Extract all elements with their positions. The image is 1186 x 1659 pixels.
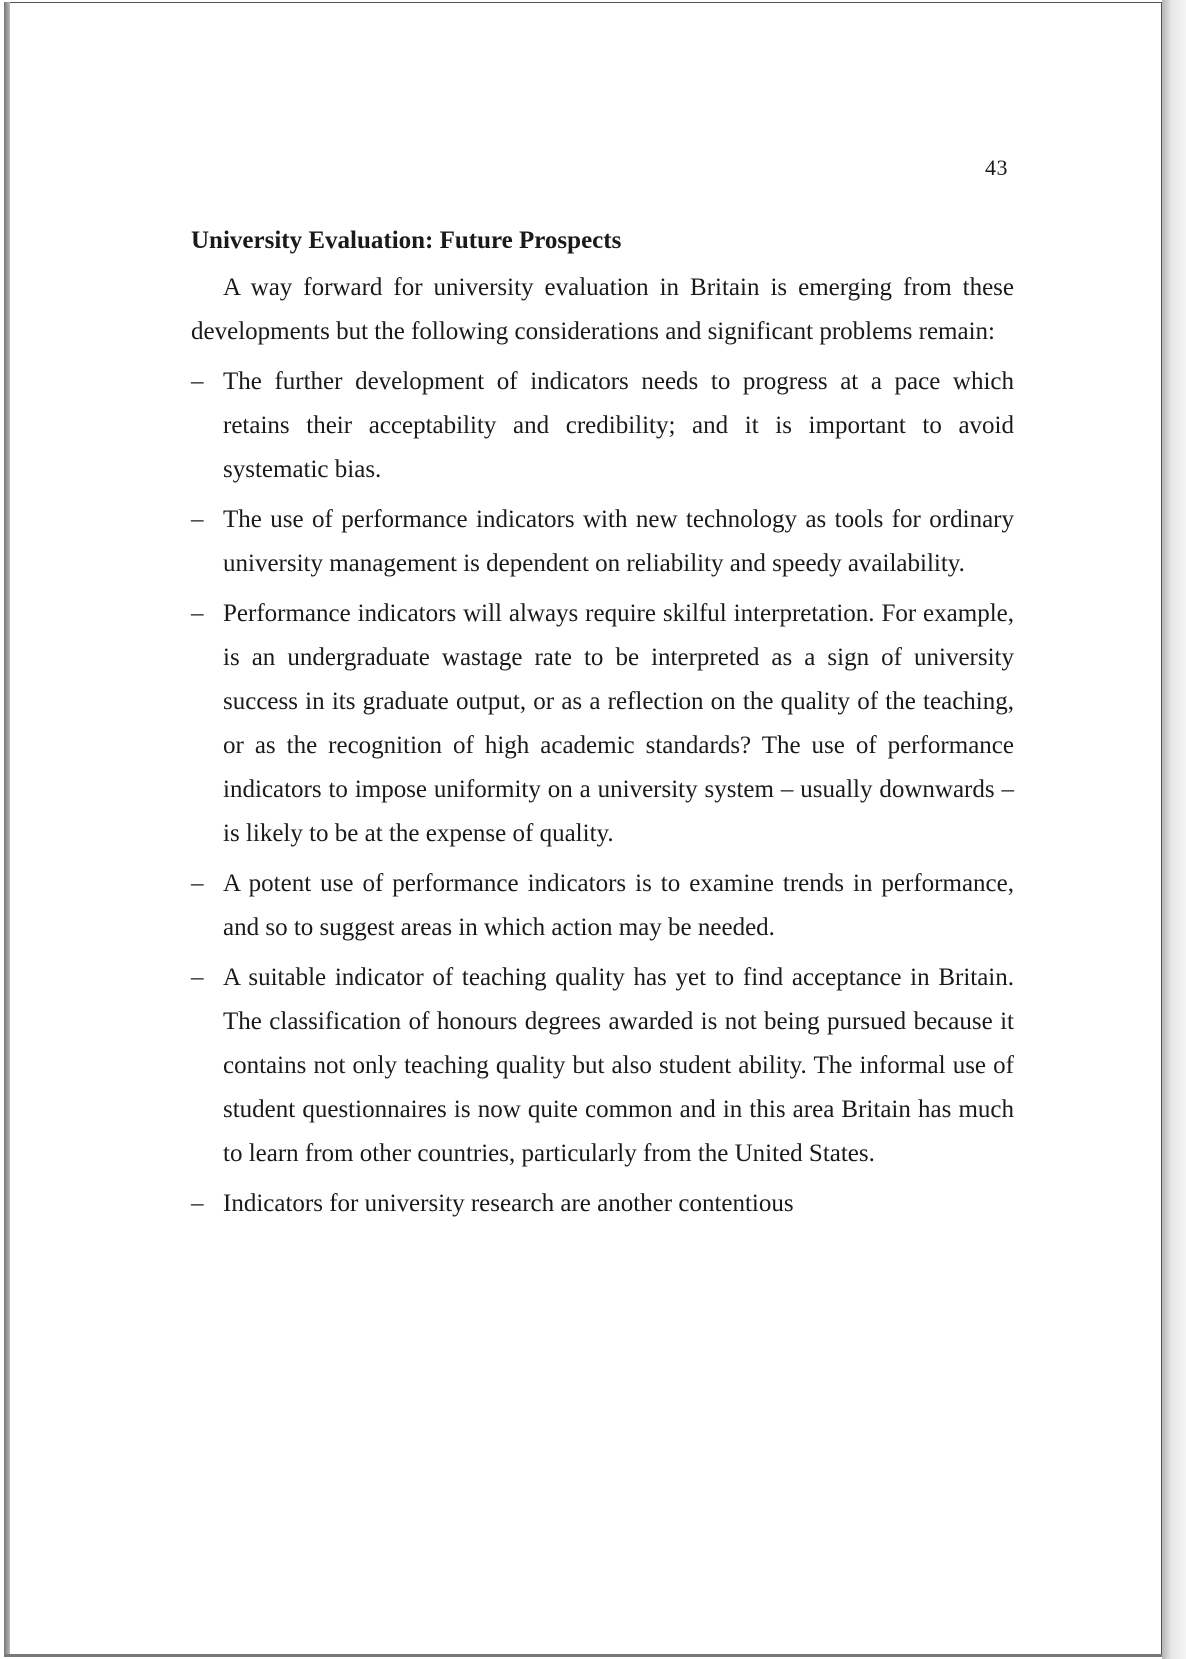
list-item-text: The use of performance indicators with new technology as tools for ordinary university management is dependent on reliability and speedy availability. [223,506,1014,577]
dash-marker: – [191,870,204,897]
list-item [191,592,1014,856]
page-bottom-edge [4,1654,1162,1657]
intro-paragraph: A way forward for university evaluation in Britain is emerging from these developments but the following considerations and significant problems remain: [191,274,1014,345]
list-item [191,360,1014,492]
page-number: 43 [985,155,1008,180]
section-heading: University Evaluation: Future Prospects [191,227,622,254]
dash-marker: – [191,600,204,627]
list-item-text: Indicators for university research are another contentious [223,1190,794,1217]
list-item-text: Performance indicators will always require skilful interpretation. For example, is an undergraduate wastage rate to be interpreted as a sign of university success in its graduate output, or as a reflection on the quality of the teaching, or as the recognition of high academic standards? The use of performance indicators to impose uniformity on a university system – usually downwards – is likely to be at the expense of quality. [223,600,1014,847]
dash-marker: – [191,368,204,395]
page-content [191,222,1014,1232]
list-item-text: A potent use of performance indicators is to examine trends in performance, and so to suggest areas in which action may be needed. [223,870,1014,941]
page-right-shadow [1162,0,1186,1659]
dash-marker: – [191,964,204,991]
list-item [191,498,1014,586]
dash-marker: – [191,1190,204,1217]
page-left-edge [4,2,10,1656]
list-item-text: The further development of indicators needs to progress at a pace which retains their acceptability and credibility; and it is important to avoid systematic bias. [223,368,1014,483]
list-item [191,862,1014,950]
considerations-list [191,360,1014,1226]
dash-marker: – [191,506,204,533]
list-item [191,956,1014,1176]
list-item-text: A suitable indicator of teaching quality has yet to find acceptance in Britain. The classification of honours degrees awarded is not being pursued because it contains not only teaching quality but also student ability. The informal use of student questionnaires is now quite common and in this area Britain has much to learn from other countries, particularly from the United States. [223,964,1014,1167]
list-item [191,1182,1014,1226]
